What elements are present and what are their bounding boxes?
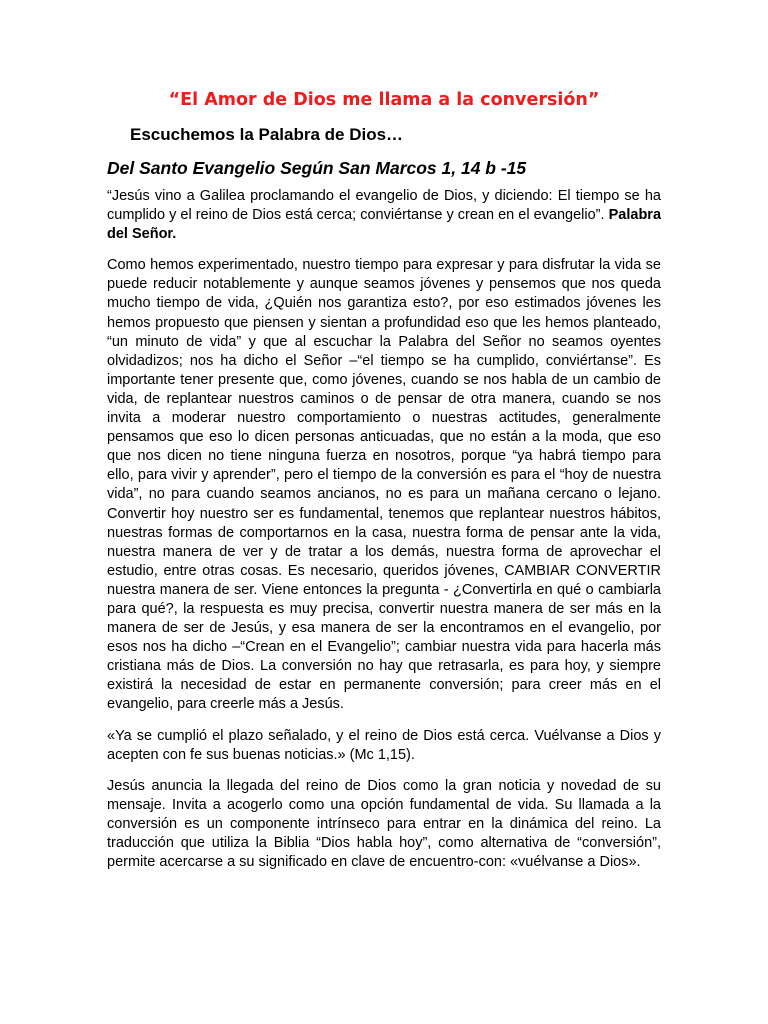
body-paragraph: Jesús anuncia la llegada del reino de Dios como la gran noticia y novedad de su mensaje. Invita a acogerlo como una opción fundamental de vida. Su llamada a la conversión es un componente intrínseco para entrar en la dinámica del reino. La traducción que utiliza la Biblia “Dios habla hoy”, como alternativa de “conversión”, permite acercarse a su significado en clave de encuentro-con: «vuélvanse a Dios». [107, 777, 661, 871]
gospel-closing: Palabra del Señor. [107, 207, 662, 243]
document-title: “El Amor de Dios me llama a la conversión” [168, 90, 600, 110]
body-paragraph: Como hemos experimentado, nuestro tiempo para expresar y para disfrutar la vida se puede reducir notablemente y aunque seamos jóvenes y pensemos que nos queda mucho tiempo de vida, ¿Quién nos garantiza esto?, por eso estimados jóvenes les hemos propuesto que piensen y sientan a profundidad eso que les hemos planteado, “un minuto de vida” y que al escuchar la Palabra del Señor no seamos oyentes olvidadizos; nos ha dicho el Señor –“el tiempo se ha cumplido, conviértanse”. Es importante tener presente que, como jóvenes, cuando se nos habla de un cambio de vida, de replantear nuestros caminos o de pensar de otra manera, cuando se nos invita a moderar nuestro comportamiento o nuestras actitudes, generalmente pensamos que eso lo dicen personas anticuadas, que no están a la moda, que eso que nos dicen no tiene ninguna fuerza en nosotros, porque “ya habrá tiempo para ello, para vivir y aprender”, pero el tiempo de la conversión es para el “hoy de nuestra vida”, no para cuando seamos ancianos, no es para un mañana cercano o lejano. Convertir hoy nuestro ser es fundamental, tenemos que replantear nuestros hábitos, nuestras formas de comportarnos en la casa, nuestra forma de pensar ante la vida, nuestra manera de ver y de tratar a los demás, nuestra forma de aprovechar el estudio, entre otras cosas. Es necesario, queridos jóvenes, CAMBIAR CONVERTIR nuestra manera de ser. Viene entonces la pregunta - ¿Convertirla en qué o cambiarla para qué?, la respuesta es muy precisa, convertir nuestra manera de ser más en la manera de ser de Jesús, y esa manera de ser la encontramos en el evangelio, por esos nos ha dicho –“Crean en el Evangelio”; cambiar nuestra vida para hacerla más cristiana más de Dios. La conversión no hay que retrasarla, es para hoy, y siempre existirá la necesidad de estar en permanente conversión; para creer más en el evangelio, para creerle más a Jesús. [107, 257, 661, 713]
document-page [107, 88, 661, 884]
gospel-quote-paragraph [107, 187, 661, 244]
gospel-reference: Del Santo Evangelio Según San Marcos 1, 14 b -15 [107, 158, 527, 178]
section-subtitle: Escuchemos la Palabra de Dios… [130, 125, 404, 144]
body-paragraph: «Ya se cumplió el plazo señalado, y el reino de Dios está cerca. Vuélvanse a Dios y acepten con fe sus buenas noticias.» (Mc 1,15). [107, 727, 661, 763]
gospel-quote-text: “Jesús vino a Galilea proclamando el evangelio de Dios, y diciendo: El tiempo se ha cumplido y el reino de Dios está cerca; conviértanse y crean en el evangelio”. [107, 188, 661, 224]
